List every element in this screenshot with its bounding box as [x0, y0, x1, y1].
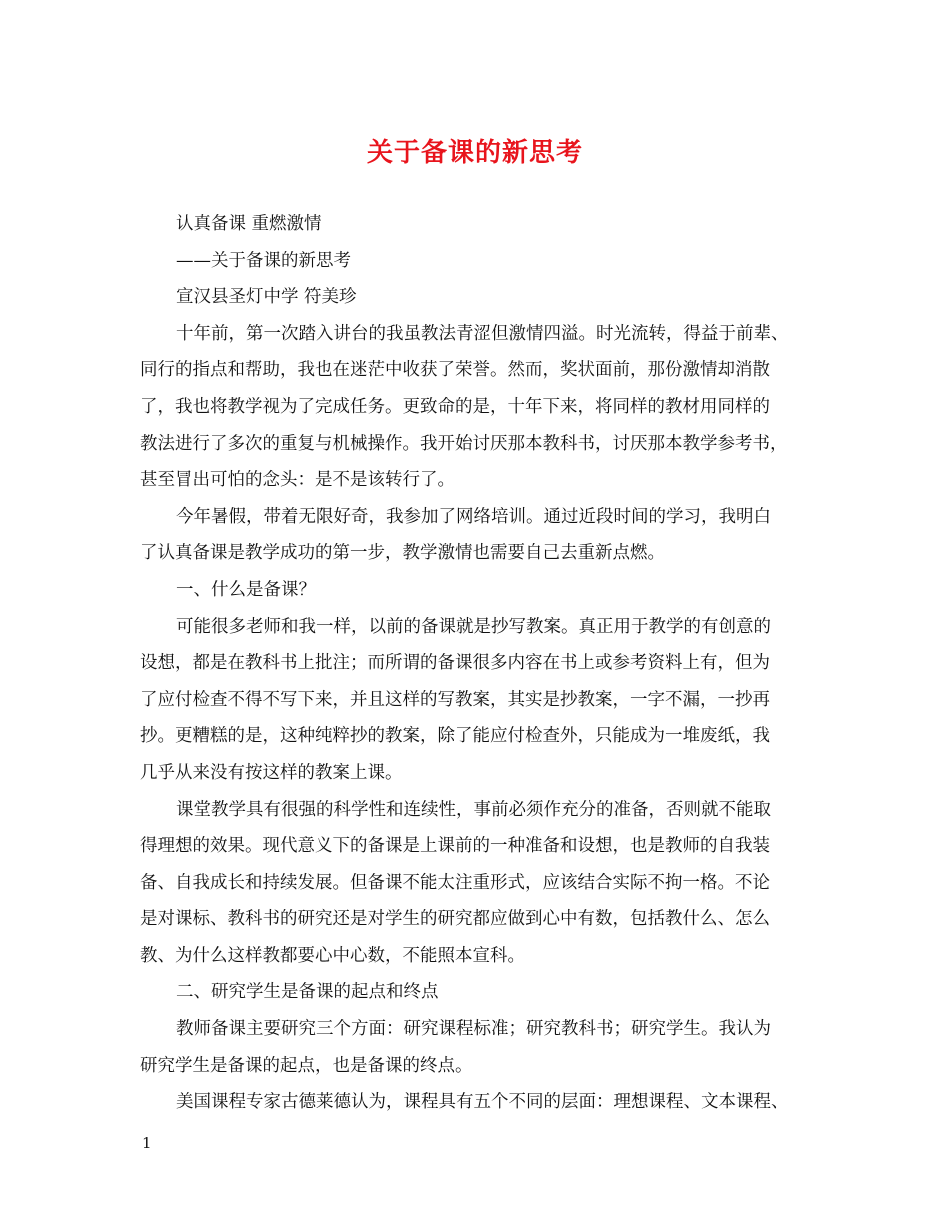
text-line: ——关于备课的新思考	[176, 250, 351, 271]
text-line: 今年暑假，带着无限好奇，我参加了网络培训。通过近段时间的学习，我明白	[176, 506, 771, 527]
text-line: 课堂教学具有很强的科学性和连续性，事前必须作充分的准备，否则就不能取	[176, 799, 771, 820]
text-line: 教师备课主要研究三个方面：研究课程标准；研究教科书；研究学生。我认为	[176, 1019, 771, 1040]
text-line: 研究学生是备课的起点，也是备课的终点。	[140, 1055, 473, 1076]
text-line: 了，我也将教学视为了完成任务。更致命的是，十年下来，将同样的教材用同样的	[140, 396, 770, 417]
text-line: 教法进行了多次的重复与机械操作。我开始讨厌那本教科书，讨厌那本教学参考书，	[140, 433, 788, 454]
text-line: 教、为什么这样教都要心中心数，不能照本宣科。	[140, 945, 525, 966]
text-line: 宣汉县圣灯中学 符美珍	[176, 287, 357, 308]
document-title: 关于备课的新思考	[366, 138, 583, 168]
text-line: 几乎从来没有按这样的教案上课。	[140, 762, 403, 783]
text-line: 二、研究学生是备课的起点和终点	[176, 982, 439, 1003]
text-line: 得理想的效果。现代意义下的备课是上课前的一种准备和设想，也是教师的自我装	[140, 836, 770, 857]
text-line: 备、自我成长和持续发展。但备课不能太注重形式，应该结合实际不拘一格。不论	[140, 872, 770, 893]
document-body	[140, 206, 812, 1121]
text-line: 同行的指点和帮助，我也在迷茫中收获了荣誉。然而，奖状面前，那份激情却消散	[140, 360, 770, 381]
text-line: 了认真备课是教学成功的第一步，教学激情也需要自己去重新点燃。	[140, 543, 665, 564]
text-line: 美国课程专家古德莱德认为，课程具有五个不同的层面：理想课程、文本课程、	[176, 1092, 789, 1113]
text-line: 是对课标、教科书的研究还是对学生的研究都应做到心中有数，包括教什么、怎么	[140, 909, 770, 930]
text-line: 甚至冒出可怕的念头：是不是该转行了。	[140, 470, 455, 491]
text-line: 设想，都是在教科书上批注；而所谓的备课很多内容在书上或参考资料上有，但为	[140, 653, 770, 674]
text-line: 认真备课 重燃激情	[176, 214, 322, 234]
text-line: 了应付检查不得不写下来，并且这样的写教案，其实是抄教案，一字不漏，一抄再	[140, 689, 770, 710]
page-number: 1	[142, 1134, 152, 1152]
text-line: 一、什么是备课？	[176, 579, 316, 600]
text-line: 抄。更糟糕的是，这种纯粹抄的教案，除了能应付检查外，只能成为一堆废纸，我	[140, 726, 770, 747]
text-line: 十年前，第一次踏入讲台的我虽教法青涩但激情四溢。时光流转，得益于前辈、	[176, 323, 789, 344]
text-line: 可能很多老师和我一样，以前的备课就是抄写教案。真正用于教学的有创意的	[176, 616, 771, 637]
